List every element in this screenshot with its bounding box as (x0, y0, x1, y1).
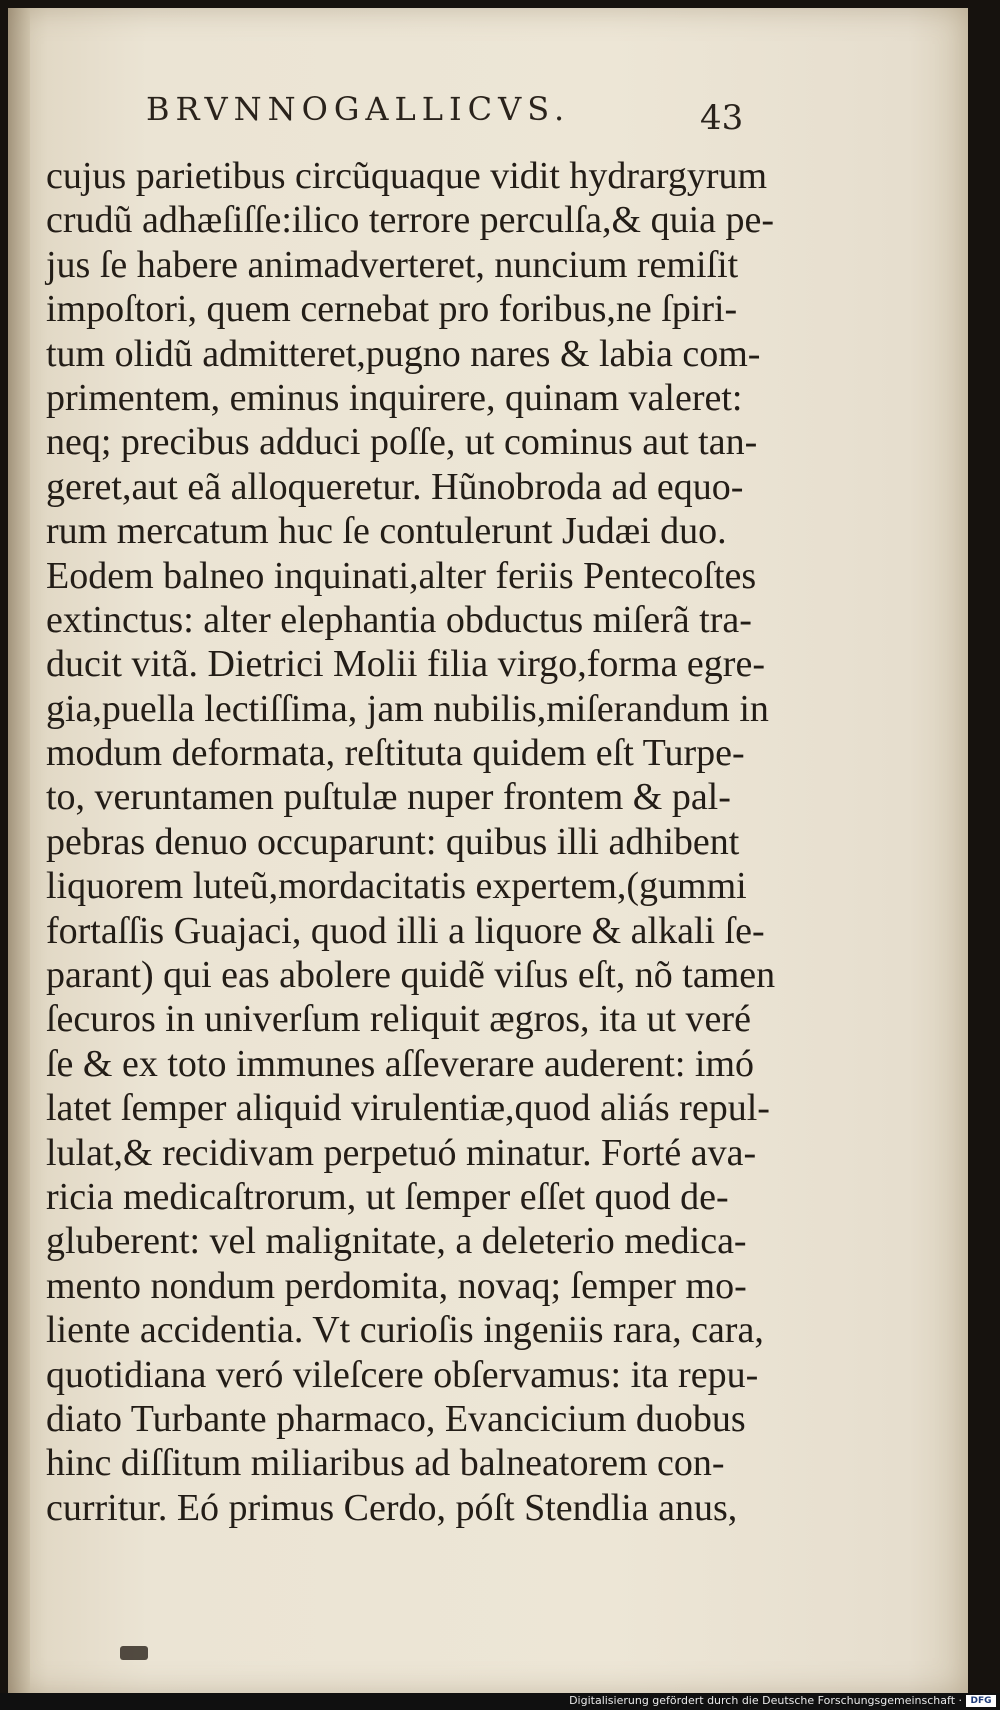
dfg-logo: DFG (966, 1695, 996, 1707)
page-number: 43 (700, 98, 744, 138)
footer-credit: Digitalisierung gefördert durch die Deutsche Forschungsgemeinschaft · (569, 1694, 962, 1707)
text-line: ſe & ex toto immunes aſſeverare auderent: imó (46, 1042, 755, 1085)
text-line: curritur. Eó primus Cerdo, póſt Stendlia anus, (46, 1486, 738, 1529)
text-line: parant) qui eas abolere quidẽ viſus eſt, nõ tamen (46, 954, 776, 997)
text-line: neq; precibus adduci poſſe, ut cominus aut tan- (46, 421, 758, 464)
text-line: modum deformata, reſtituta quidem eſt Turpe- (46, 732, 745, 775)
ink-mark (120, 1646, 148, 1660)
text-line: to, veruntamen puſtulæ nuper frontem & pal- (46, 776, 731, 819)
text-line: liquorem luteũ,mordacitatis expertem,(gummi (46, 865, 747, 908)
page-gutter-shadow (8, 8, 30, 1694)
book-page (8, 8, 968, 1694)
running-title: BRVNNOGALLICVS. (146, 90, 571, 128)
text-line: mento nondum perdomita, novaq; ſemper mo- (46, 1264, 747, 1307)
text-line: geret,aut eã alloqueretur. Hũnobroda ad equo- (46, 465, 744, 508)
text-line: quotidiana veró vileſcere obſervamus: ita repu- (46, 1353, 759, 1396)
text-line: crudũ adhæſiſſe:ilico terrore perculſa,& quia pe- (46, 199, 775, 242)
text-line: rum mercatum huc ſe contulerunt Judæi duo. (46, 510, 727, 553)
text-line: gluberent: vel malignitate, a deleterio medica- (46, 1220, 747, 1263)
digitization-footer (0, 1693, 1000, 1710)
text-line: liente accidentia. Vt curioſis ingeniis rara, cara, (46, 1309, 764, 1352)
text-line: primentem, eminus inquirere, quinam valeret: (46, 376, 743, 419)
text-line: ricia medicaſtrorum, ut ſemper eſſet quod de- (46, 1175, 729, 1218)
text-line: Eodem balneo inquinati,alter feriis Pentecoſtes (46, 554, 757, 597)
text-line: ſecuros in univerſum reliquit ægros, ita ut veré (46, 998, 751, 1041)
text-line: fortaſſis Guajaci, quod illi a liquore & alkali ſe- (46, 909, 765, 952)
text-line: extinctus: alter elephantia obductus miſerã tra- (46, 598, 752, 641)
text-line: pebras denuo occuparunt: quibus illi adhibent (46, 820, 740, 863)
text-line: cujus parietibus circũquaque vidit hydrargyrum (46, 155, 768, 197)
text-line: gia,puella lectiſſima, jam nubilis,miſerandum in (46, 687, 769, 730)
text-line: jus ſe habere animadverteret, nuncium remiſit (46, 243, 739, 286)
text-line: ducit vitã. Dietrici Molii filia virgo,forma egre- (46, 643, 765, 686)
body-text (46, 154, 776, 1530)
text-line: hinc diſſitum miliaribus ad balneatorem con- (46, 1442, 725, 1485)
text-line: tum olidũ admitteret,pugno nares & labia com- (46, 332, 761, 375)
text-line: lulat,& recidivam perpetuó minatur. Forté ava- (46, 1131, 757, 1174)
text-line: diato Turbante pharmaco, Evancicium duobus (46, 1397, 746, 1440)
text-line: latet ſemper aliquid virulentiæ,quod aliás repul- (46, 1087, 770, 1130)
text-line: impoſtori, quem cernebat pro foribus,ne ſpiri- (46, 288, 738, 331)
